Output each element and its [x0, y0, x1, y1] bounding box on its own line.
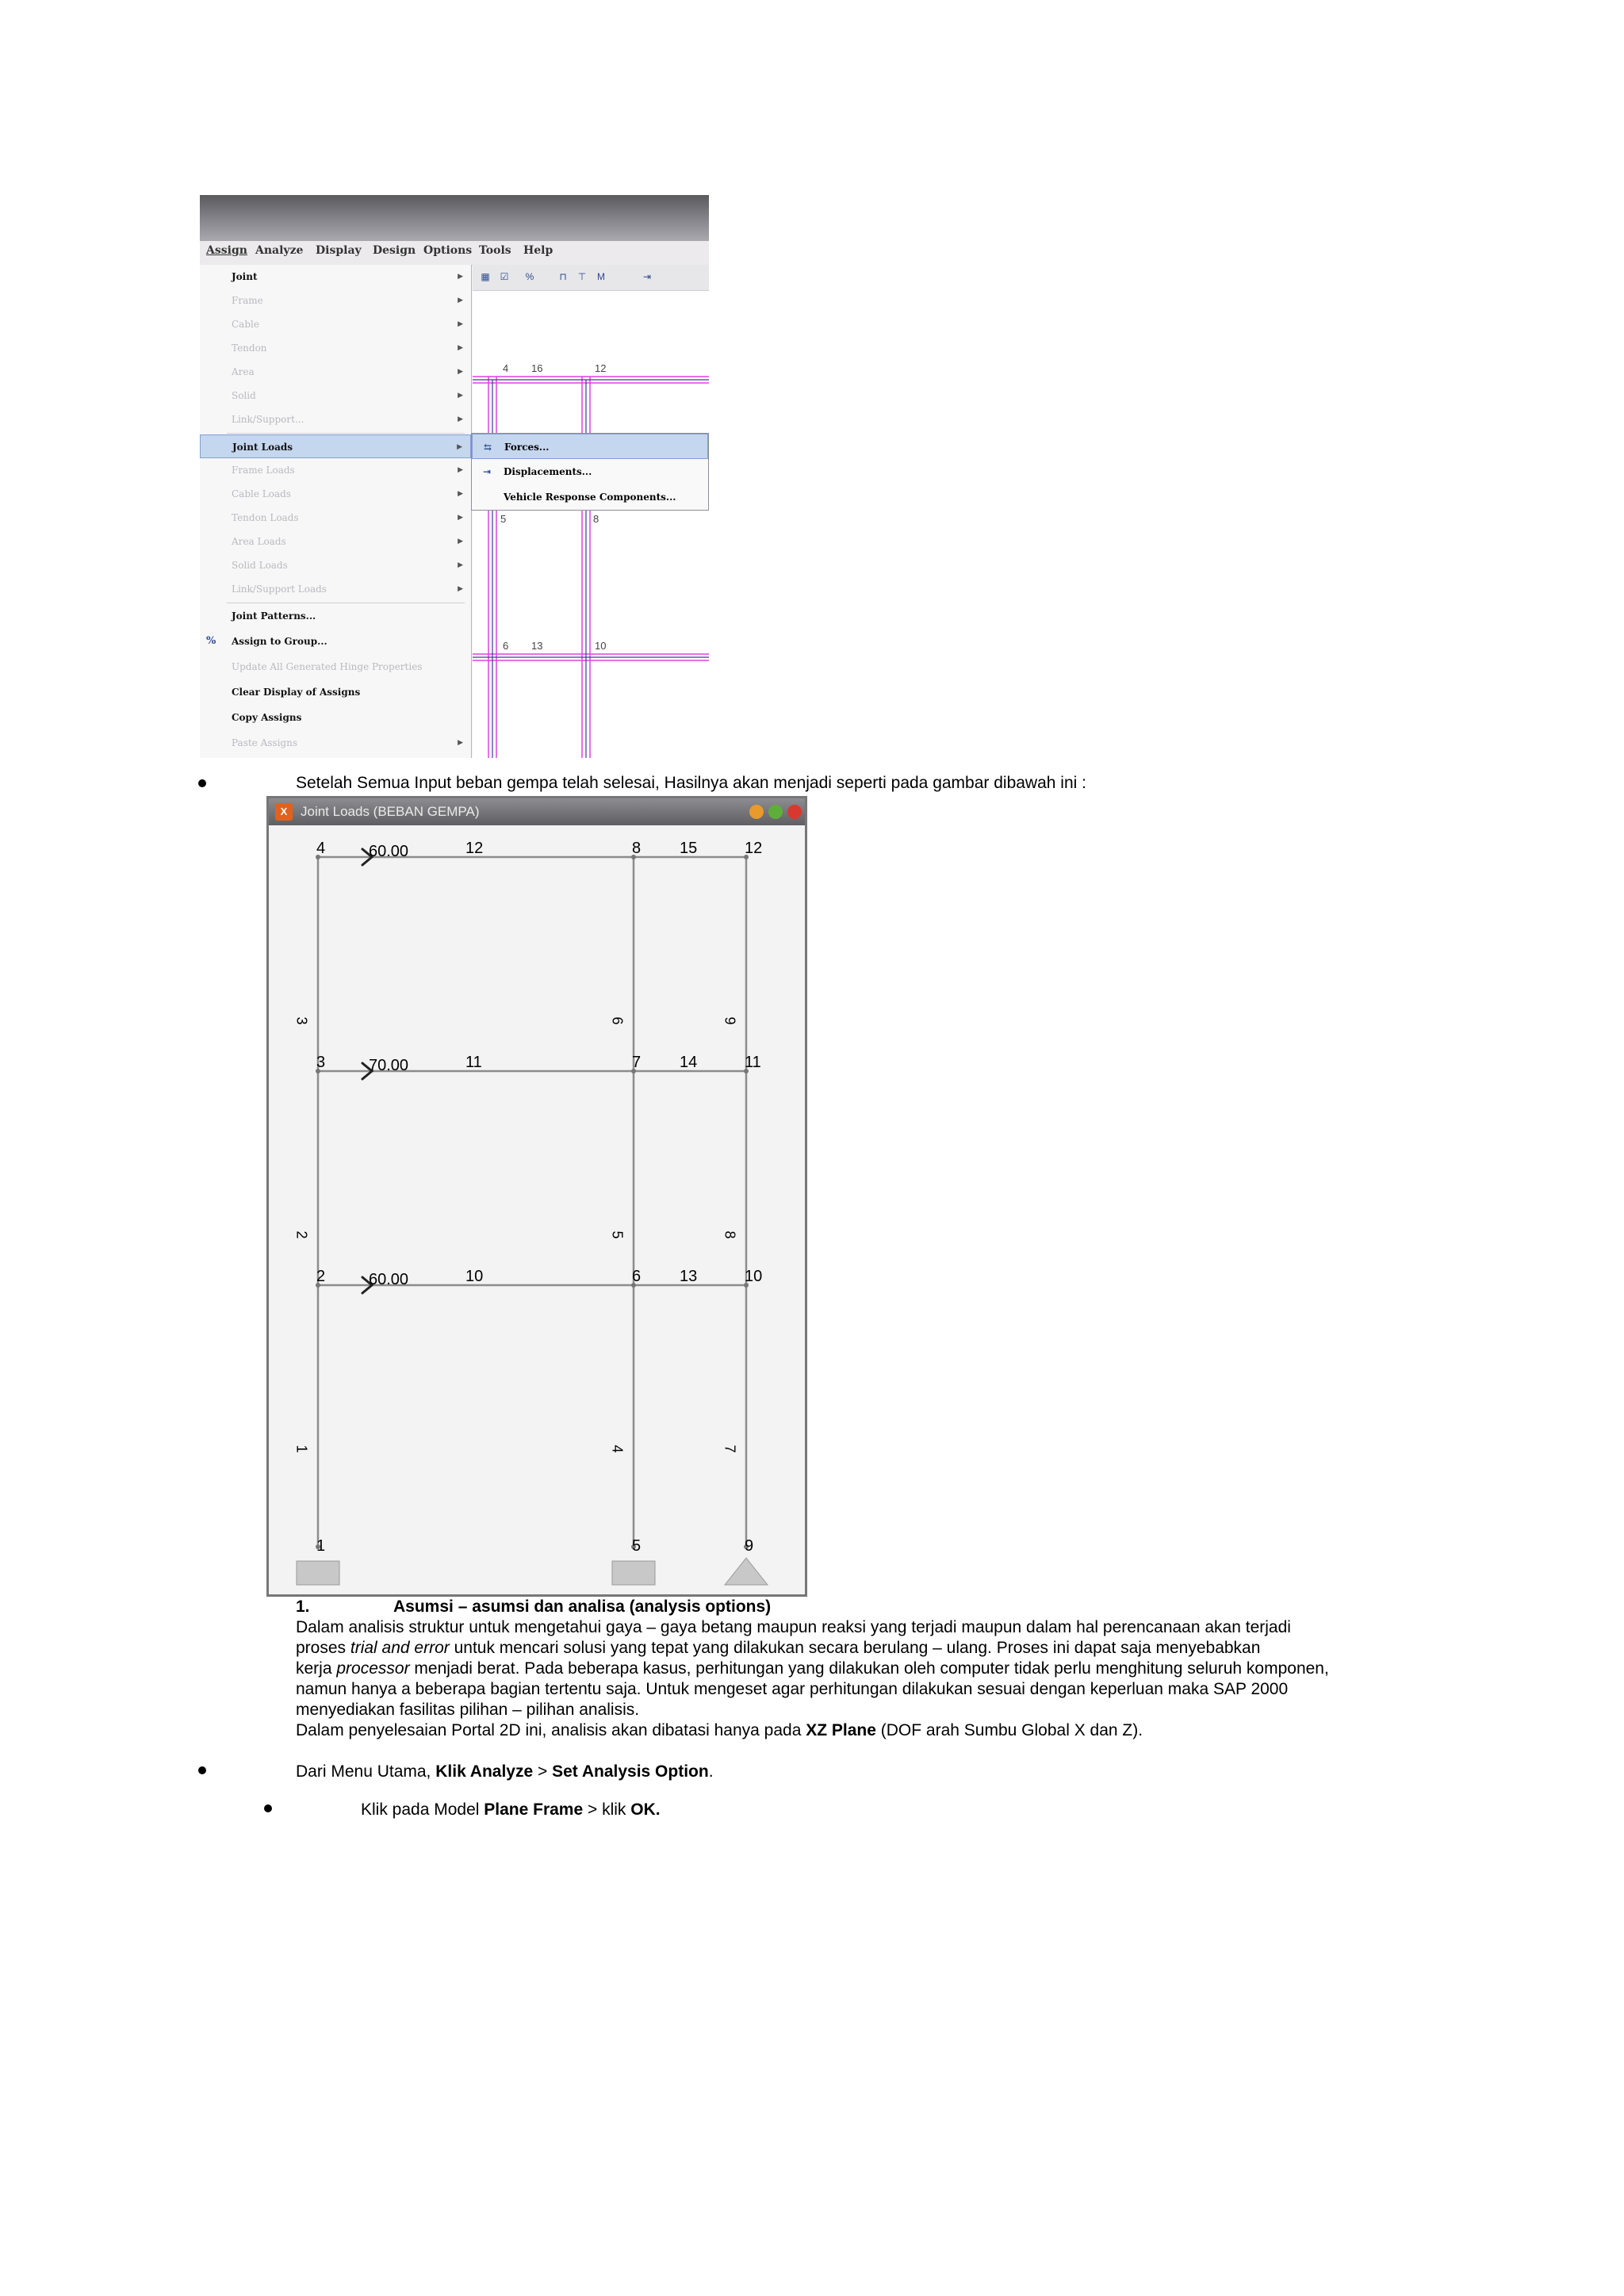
joint-label: 9: [745, 1537, 754, 1555]
paragraph-line: Dalam analisis struktur untuk mengetahui gaya – gaya betang maupun reaksi yang terjadi maupun dalam hal perencanaan akan terjadi: [296, 1618, 1291, 1636]
menu-bar: [200, 241, 709, 266]
menu-item-solid[interactable]: Solid ▶: [232, 390, 463, 401]
joint-label: 1: [316, 1537, 326, 1555]
bullet-text: Dari Menu Utama, Klik Analyze > Set Analysis Option.: [296, 1762, 714, 1781]
submenu-vehicle-response[interactable]: Vehicle Response Components...: [504, 492, 676, 503]
menu-item-tendon[interactable]: Tendon ▶: [232, 342, 463, 354]
paragraph-line: menyediakan fasilitas pilihan – pilihan analisis.: [296, 1701, 640, 1719]
menu-item-joint-loads[interactable]: Joint Loads ▶: [200, 434, 471, 458]
app-icon: X: [275, 803, 293, 821]
paragraph-line: proses trial and error untuk mencari solusi yang tepat yang dilakukan secara berulang – ulang. Proses ini dapat saja menyebabkan: [296, 1639, 1261, 1657]
menu-item-cable[interactable]: Cable ▶: [232, 319, 463, 330]
joint-label: 3: [316, 1054, 326, 1071]
forces-icon: ⇆: [483, 442, 492, 453]
toolbar: [473, 265, 709, 291]
menu-item-paste-assigns[interactable]: Paste Assigns ▶: [232, 737, 463, 748]
menu-item-frame-loads[interactable]: Frame Loads ▶: [232, 465, 463, 476]
column-label: 5: [609, 1230, 626, 1239]
fixed-support-icon: [612, 1561, 655, 1585]
paragraph-line: namun hanya a beberapa bagian tertentu saja. Untuk mengeset agar perhitungan dilakukan sesuai dengan keperluan maka SAP 2000: [296, 1680, 1289, 1698]
menu-item-joint-patterns[interactable]: Joint Patterns...: [232, 610, 316, 622]
percent-icon[interactable]: %: [525, 271, 534, 282]
bullet: [264, 1804, 272, 1812]
load-icon[interactable]: ⇥: [642, 271, 652, 282]
bullet-text: Klik pada Model Plane Frame > klik OK.: [361, 1800, 661, 1819]
menu-tools[interactable]: Tools: [479, 244, 511, 257]
bullet: [198, 1766, 206, 1774]
column-label: 3: [293, 1016, 310, 1025]
menu-item-link-support-loads[interactable]: Link/Support Loads ▶: [232, 584, 463, 595]
beam-icon[interactable]: ⊤: [577, 271, 587, 282]
menu-item-cable-loads[interactable]: Cable Loads ▶: [232, 488, 463, 499]
load-value: 60.00: [369, 1271, 409, 1288]
grid-icon[interactable]: ▦: [481, 271, 490, 282]
menu-separator: [227, 433, 465, 434]
joint-label: 6: [632, 1268, 642, 1285]
joint-label: 12: [745, 840, 763, 857]
beam-label: 13: [531, 640, 543, 652]
beam-label: 11: [465, 1054, 482, 1071]
joint-label: 6: [503, 640, 509, 652]
menu-analyze[interactable]: Analyze: [255, 244, 304, 257]
moment-icon[interactable]: M: [597, 271, 605, 282]
menu-assign[interactable]: Assign: [206, 244, 247, 257]
column-label: 9: [722, 1016, 738, 1025]
menu-item-assign-to-group[interactable]: % Assign to Group...: [200, 629, 471, 653]
window-titlebar: [269, 798, 805, 825]
menu-item-tendon-loads[interactable]: Tendon Loads ▶: [232, 512, 463, 523]
group-icon: %: [206, 635, 216, 647]
load-value: 60.00: [369, 843, 409, 860]
column-label: 8: [593, 513, 599, 525]
column-label: 7: [722, 1445, 738, 1453]
menu-options[interactable]: Options: [423, 244, 473, 257]
joint-loads-window: [266, 796, 807, 1597]
menu-help[interactable]: Help: [523, 244, 553, 257]
column-label: 2: [293, 1230, 310, 1239]
menu-item-area[interactable]: Area ▶: [232, 366, 463, 377]
section-number: 1.: [296, 1598, 310, 1616]
section-heading: Asumsi – asumsi dan analisa (analysis options): [393, 1598, 772, 1616]
submenu-displacements[interactable]: ⇥ Displacements...: [472, 459, 708, 484]
paragraph-line: Dalam penyelesaian Portal 2D ini, analisis akan dibatasi hanya pada XZ Plane (DOF arah Sumbu Global X dan Z).: [296, 1721, 1143, 1739]
paragraph-line: kerja processor menjadi berat. Pada beberapa kasus, perhitungan yang dilakukan oleh computer tidak perlu menghitung seluruh komponen,: [296, 1659, 1329, 1678]
menu-item-area-loads[interactable]: Area Loads ▶: [232, 536, 463, 547]
joint-label: 4: [503, 362, 509, 374]
menu-item-link-support[interactable]: Link/Support... ▶: [232, 414, 463, 425]
check-icon[interactable]: ☑: [500, 271, 509, 282]
joint-label: 4: [316, 840, 326, 857]
joint-label: 5: [632, 1537, 642, 1555]
menu-item-copy-assigns[interactable]: Copy Assigns: [232, 712, 302, 723]
menu-item-solid-loads[interactable]: Solid Loads ▶: [232, 560, 463, 571]
menu-design[interactable]: Design: [373, 244, 416, 257]
frame-diagram: [269, 825, 805, 1594]
bullet: [198, 779, 206, 787]
menu-item-clear-display[interactable]: Clear Display of Assigns: [232, 687, 361, 698]
window-title: Joint Loads (BEBAN GEMPA): [301, 804, 480, 819]
joint-label: 10: [745, 1268, 763, 1285]
minimize-icon[interactable]: [749, 805, 764, 819]
window-titlebar: [200, 195, 709, 241]
joint-label: 12: [595, 362, 607, 374]
column-label: 4: [609, 1445, 626, 1453]
beam-label: 15: [680, 840, 698, 857]
load-value: 70.00: [369, 1057, 409, 1074]
joint-label: 2: [316, 1268, 326, 1285]
joint-loads-submenu: [471, 433, 709, 511]
beam-label: 16: [531, 362, 543, 374]
menu-item-frame[interactable]: Frame ▶: [232, 295, 463, 306]
column-label: 5: [500, 513, 507, 525]
joint-label: 10: [595, 640, 607, 652]
maximize-icon[interactable]: [768, 805, 783, 819]
model-canvas: [473, 291, 709, 758]
submenu-forces[interactable]: ⇆ Forces...: [472, 434, 708, 459]
column-label: 6: [609, 1016, 626, 1025]
displacement-icon: ⇥: [482, 466, 492, 477]
menu-item-joint[interactable]: Joint ▶: [232, 271, 463, 282]
joint-label: 11: [745, 1054, 761, 1071]
joint-label: 8: [632, 840, 642, 857]
beam-label: 12: [465, 840, 484, 857]
pinned-support-icon: [725, 1558, 768, 1585]
menu-display[interactable]: Display: [316, 244, 362, 257]
joint-label: 7: [632, 1054, 642, 1071]
portal-icon[interactable]: ⊓: [559, 271, 567, 282]
column-label: 1: [293, 1445, 310, 1453]
beam-label: 10: [465, 1268, 484, 1285]
close-icon[interactable]: [787, 805, 802, 819]
fixed-support-icon: [297, 1561, 339, 1585]
assign-dropdown: [200, 265, 472, 758]
menu-item-update-hinge[interactable]: Update All Generated Hinge Properties: [232, 661, 423, 672]
beam-label: 14: [680, 1054, 698, 1071]
bullet-text: Setelah Semua Input beban gempa telah selesai, Hasilnya akan menjadi seperti pada gambar dibawah ini :: [296, 774, 1086, 792]
assign-menu-screenshot: [200, 195, 709, 758]
beam-label: 13: [680, 1268, 698, 1285]
column-label: 8: [722, 1230, 738, 1239]
